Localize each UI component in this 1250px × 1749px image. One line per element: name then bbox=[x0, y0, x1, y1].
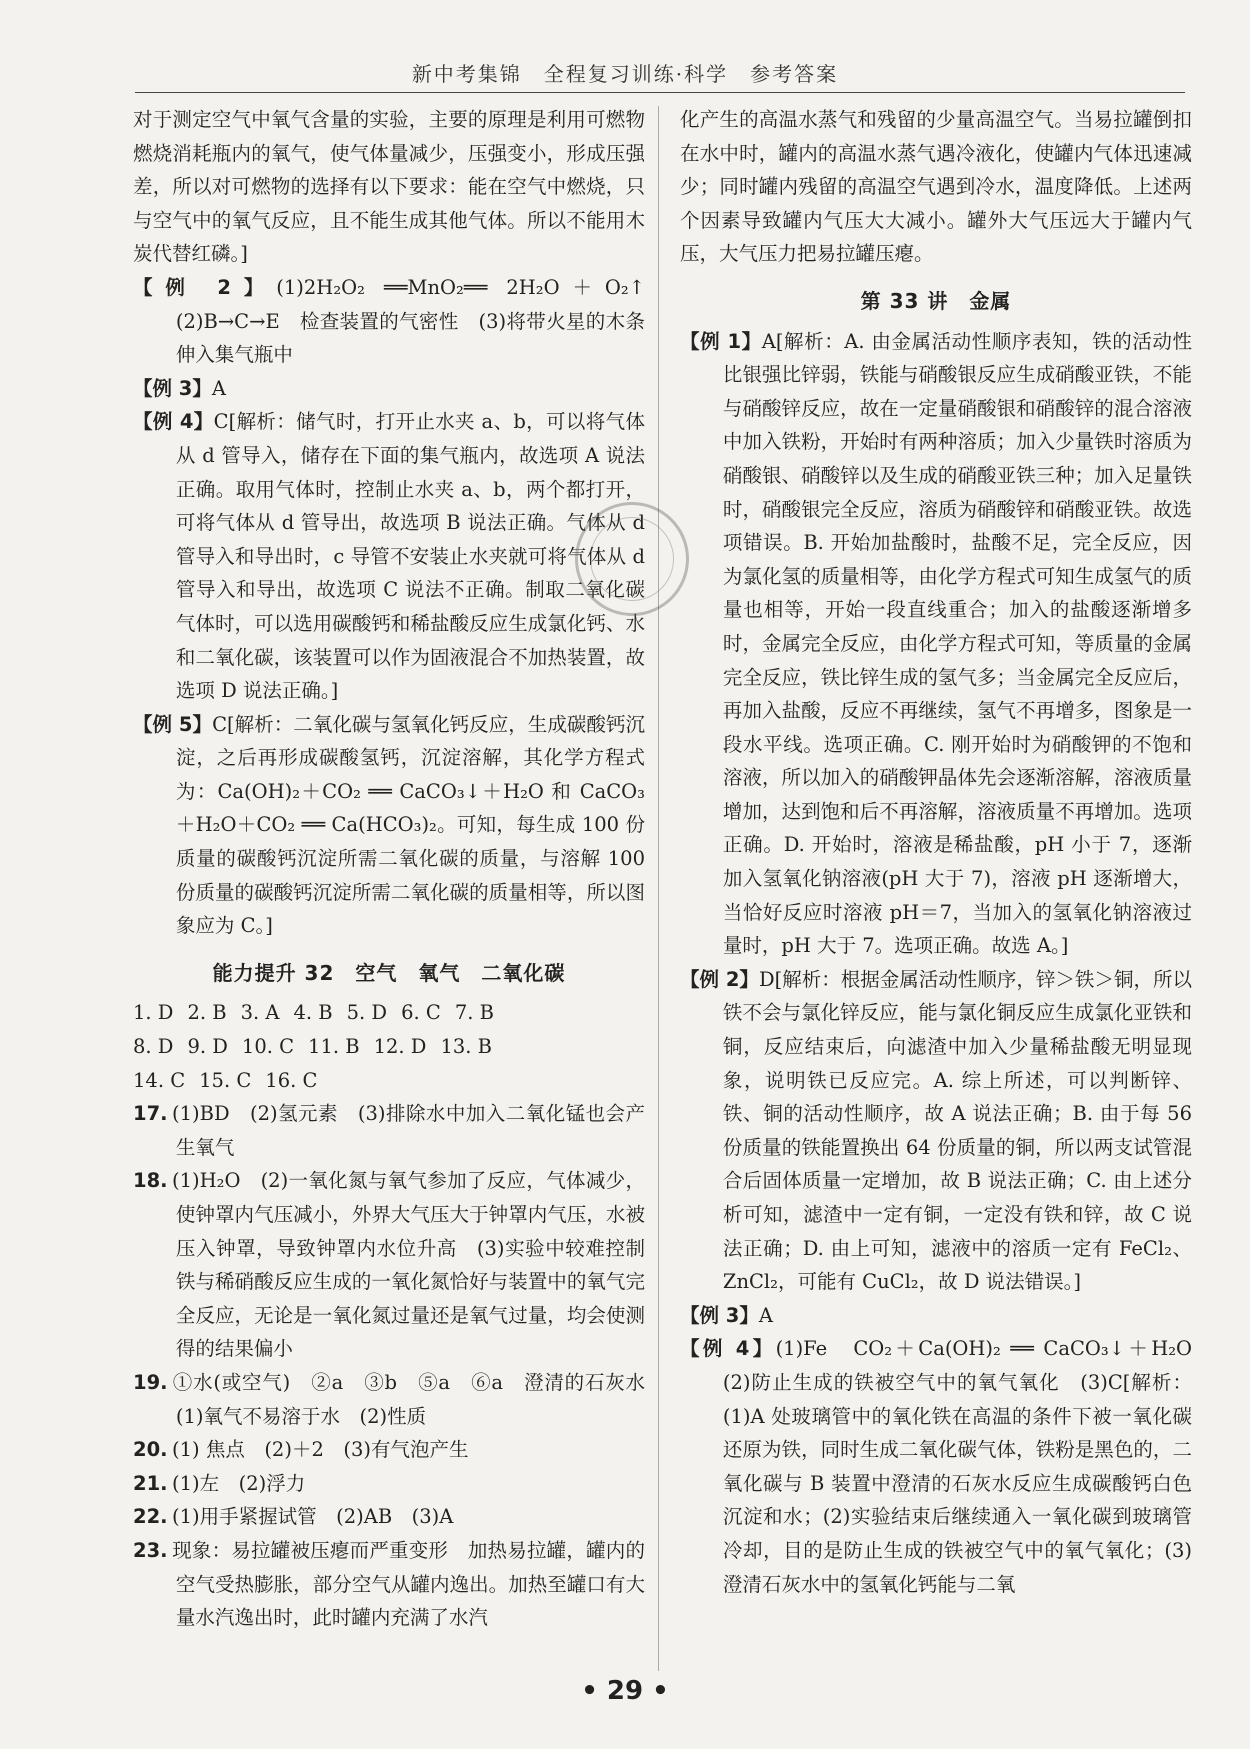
section-title-ability-32: 能力提升 32 空气 氧气 二氧化碳 bbox=[212, 960, 566, 985]
answer-item: 2. B bbox=[187, 1001, 227, 1025]
answer-row bbox=[133, 1030, 645, 1064]
question-20 bbox=[133, 1433, 645, 1467]
page-number: • 29 • bbox=[581, 1676, 669, 1706]
question-answer: (1) 焦点 (2)＋2 (3)有气泡产生 bbox=[172, 1438, 469, 1462]
example-5-label: 【例 5】 bbox=[133, 712, 213, 736]
question-17 bbox=[133, 1097, 645, 1164]
answer-item: 4. B bbox=[293, 1001, 333, 1025]
section-title-lecture-33: 第 33 讲 金属 bbox=[860, 288, 1012, 313]
example-5-text: C[解析：二氧化碳与氢氧化钙反应，生成碳酸钙沉淀，之后再形成碳酸氢钙，沉淀溶解，其化学方程式为：Ca(OH)₂＋CO₂ ══ CaCO₃↓＋H₂O 和 CaCO₃＋H₂O＋CO₂ ══ Ca(HCO₃)₂。可知，每生成 100 份质量的碳酸钙沉淀所需二氧化碳的质量，与溶解 100 份质量的碳酸钙沉淀所需二氧化碳的质量相等，所以图象应为 C。] bbox=[175, 712, 646, 938]
question-answer: (1)用手紧握试管 (2)AB (3)A bbox=[172, 1505, 454, 1529]
example-2-label: 【例 2】 bbox=[133, 275, 277, 299]
question-answer: (1)H₂O (2)一氧化氮与氧气参加了反应，气体减少，使钟罩内气压减小，外界大气压大于钟罩内气压，水被压入钟罩，导致钟罩内水位升高 (3)实验中较难控制铁与稀硝酸反应生成的一氧化氮恰好与装置中的氧气完全反应，无论是一氧化氮过量还是氧气过量，均会使测得的结果偏小 bbox=[172, 1169, 645, 1361]
answer-item: 12. D bbox=[373, 1035, 427, 1059]
answer-item: 7. B bbox=[454, 1001, 494, 1025]
question-answer: (1)BD (2)氢元素 (3)排除水中加入二氧化锰也会产生氧气 bbox=[172, 1102, 645, 1159]
question-number: 17. bbox=[133, 1102, 168, 1126]
question-answer: 现象：易拉罐被压瘪而严重变形 加热易拉罐，罐内的空气受热膨胀，部分空气从罐内逸出。加热至罐口有大量水汽逸出时，此时罐内充满了水汽 bbox=[172, 1538, 645, 1630]
answer-item: 9. D bbox=[187, 1035, 228, 1059]
left-column bbox=[133, 103, 665, 1635]
example-5-answer bbox=[133, 708, 645, 943]
answer-item: 6. C bbox=[401, 1001, 441, 1025]
example-3-label: 【例 3】 bbox=[680, 1303, 759, 1327]
question-number: 22. bbox=[133, 1505, 168, 1529]
example-4-text: C[解析：储气时，打开止水夹 a、b，可以将气体从 d 管导入，储存在下面的集气瓶内，故选项 A 说法正确。取用气体时，控制止水夹 a、b，两个都打开，可将气体从 d 管导出，故选项 B 说法正确。气体从 d 管导入和导出时，c 导管不安装止水夹就可将气体从 d 管导入和导出，故选项 C 说法不正确。制取二氧化碳气体时，可以选用碳酸钙和稀盐酸反应生成氯化钙、水和二氧化碳，该装置可以作为固液混合不加热装置，故选项 D 说法正确。] bbox=[175, 410, 645, 703]
example-2-answer-right bbox=[680, 963, 1192, 1299]
answer-item: 8. D bbox=[133, 1035, 174, 1059]
answer-item: 10. C bbox=[241, 1035, 295, 1059]
example-3-text: A bbox=[211, 376, 226, 400]
running-header: 新中考集锦 全程复习训练·科学 参考答案 bbox=[411, 62, 839, 86]
question-19 bbox=[133, 1366, 665, 1433]
example-4-answer-right bbox=[680, 1332, 1212, 1601]
question-23 bbox=[133, 1534, 645, 1635]
question-22 bbox=[133, 1500, 645, 1534]
answer-item: 3. A bbox=[240, 1001, 280, 1025]
example-4-label: 【例 4】 bbox=[680, 1337, 776, 1361]
question-number: 19. bbox=[133, 1370, 168, 1394]
example-1-label: 【例 1】 bbox=[680, 329, 762, 353]
example-3-text: A bbox=[758, 1303, 773, 1327]
question-number: 21. bbox=[133, 1471, 168, 1495]
question-number: 18. bbox=[133, 1169, 168, 1193]
left-intro-paragraph: 对于测定空气中氧气含量的实验，主要的原理是利用可燃物燃烧消耗瓶内的氧气，使气体量减少，压强变小，形成压强差，所以对可燃物的选择有以下要求：能在空气中燃烧，只与空气中的氧气反应，且不能生成其他气体。所以不能用木炭代替红磷。] bbox=[133, 108, 645, 266]
example-2-label: 【例 2】 bbox=[680, 967, 759, 991]
example-3-answer bbox=[133, 372, 645, 406]
answer-row bbox=[133, 1064, 645, 1098]
answer-item: 5. D bbox=[346, 1001, 388, 1025]
question-number: 23. bbox=[133, 1538, 168, 1562]
example-2-text: (1)2H₂O₂ ══MnO₂══ 2H₂O＋O₂↑ (2)B→C→E 检查装置的气密性 (3)将带火星的木条伸入集气瓶中 bbox=[175, 275, 665, 367]
question-21 bbox=[133, 1467, 645, 1501]
answer-item: 14. C bbox=[133, 1068, 186, 1092]
answer-item: 11. B bbox=[308, 1035, 360, 1059]
answer-item: 15. C bbox=[199, 1068, 252, 1092]
right-column bbox=[680, 103, 1212, 1601]
example-3-answer-right bbox=[680, 1299, 1192, 1333]
example-4-label: 【例 4】 bbox=[133, 410, 214, 434]
answer-item: 16. C bbox=[265, 1068, 318, 1092]
right-continuation-paragraph: 化产生的高温水蒸气和残留的少量高温空气。当易拉罐倒扣在水中时，罐内的高温水蒸气遇冷液化，使罐内气体迅速减少；同时罐内残留的高温空气遇到冷水，温度降低。上述两个因素导致罐内气压大大减小。罐外大气压远大于罐内气压，大气压力把易拉罐压瘪。 bbox=[680, 108, 1192, 266]
example-4-answer bbox=[133, 405, 645, 707]
question-answer: ①水(或空气) ②a ③b ⑤a ⑥a 澄清的石灰水 (1)氧气不易溶于水 (2)性质 bbox=[172, 1370, 665, 1428]
column-divider bbox=[658, 106, 659, 1671]
answer-item: 13. B bbox=[440, 1035, 492, 1059]
example-1-answer bbox=[680, 325, 1192, 963]
example-1-text: A[解析：A. 由金属活动性顺序表知，铁的活动性比银强比锌弱，铁能与硝酸银反应生成硝酸亚铁，不能与硝酸锌反应，故在一定量硝酸银和硝酸锌的混合溶液中加入铁粉，开始时有两种溶质；加入少量铁时溶质为硝酸银、硝酸锌以及生成的硝酸亚铁三种；加入足量铁时，硝酸银完全反应，溶质为硝酸锌和硝酸亚铁。故选项错误。B. 开始加盐酸时，盐酸不足，完全反应，因为氯化氢的质量相等，由化学方程式可知生成氢气的质量也相等，开始一段直线重合；加入的盐酸逐渐增多时，金属完全反应，由化学方程式可知，等质量的金属完全反应，铁比锌生成的氢气多；当金属完全反应后，再加入盐酸，反应不再继续，氢气不再增多，图象是一段水平线。选项正确。C. 刚开始时为硝酸钾的不饱和溶液，所以加入的硝酸钾晶体先会逐渐溶解，溶液质量增加，达到饱和后不再溶解，溶液质量不再增加。选项正确。D. 开始时，溶液是稀盐酸，pH 小于 7，逐渐加入氢氧化钠溶液(pH 大于 7)，溶液 pH 逐渐增大，当恰好反应时溶液 pH＝7，当加入的氢氧化钠溶液过量时，pH 大于 7。选项正确。故选 A。] bbox=[722, 329, 1193, 958]
example-2-answer bbox=[133, 271, 665, 372]
question-number: 20. bbox=[133, 1438, 168, 1462]
example-4-text: (1)Fe CO₂＋Ca(OH)₂ ══ CaCO₃↓＋H₂O (2)防止生成的铁被空气中的氧气氧化 (3)C[解析：(1)A 处玻璃管中的氧化铁在高温的条件下被一氧化碳还原为铁，同时生成二氧化碳气体，铁粉是黑色的，二氧化碳与 B 装置中澄清的石灰水反应生成碳酸钙白色沉淀和水；(2)实验结束后继续通入一氧化碳到玻璃管冷却，目的是防止生成的铁被空气中的氧气氧化；(3)澄清石灰水中的氢氧化钙能与二氧 bbox=[722, 1337, 1212, 1596]
header-rule bbox=[135, 92, 1185, 93]
question-answer: (1)左 (2)浮力 bbox=[172, 1471, 306, 1495]
answer-item: 1. D bbox=[133, 1001, 174, 1025]
answer-row bbox=[133, 996, 645, 1030]
example-3-label: 【例 3】 bbox=[133, 376, 212, 400]
question-18 bbox=[133, 1164, 645, 1366]
example-2-text: D[解析：根据金属活动性顺序，锌＞铁＞铜，所以铁不会与氯化锌反应，能与氯化铜反应生成氯化亚铁和铜，反应结束后，向滤渣中加入少量稀盐酸无明显现象，说明铁已反应完。A. 综上所述，可以判断锌、铁、铜的活动性顺序，故 A 说法正确；B. 由于每 56 份质量的铁能置换出 64 份质量的铜，所以两支试管混合后固体质量一定增加，故 B 说法正确；C. 由上述分析可知，滤渣中一定有铜，一定没有铁和锌，故 C 说法正确；D. 由上可知，滤液中的溶质一定有 FeCl₂、ZnCl₂，可能有 CuCl₂，故 D 说法错误。] bbox=[722, 967, 1192, 1294]
